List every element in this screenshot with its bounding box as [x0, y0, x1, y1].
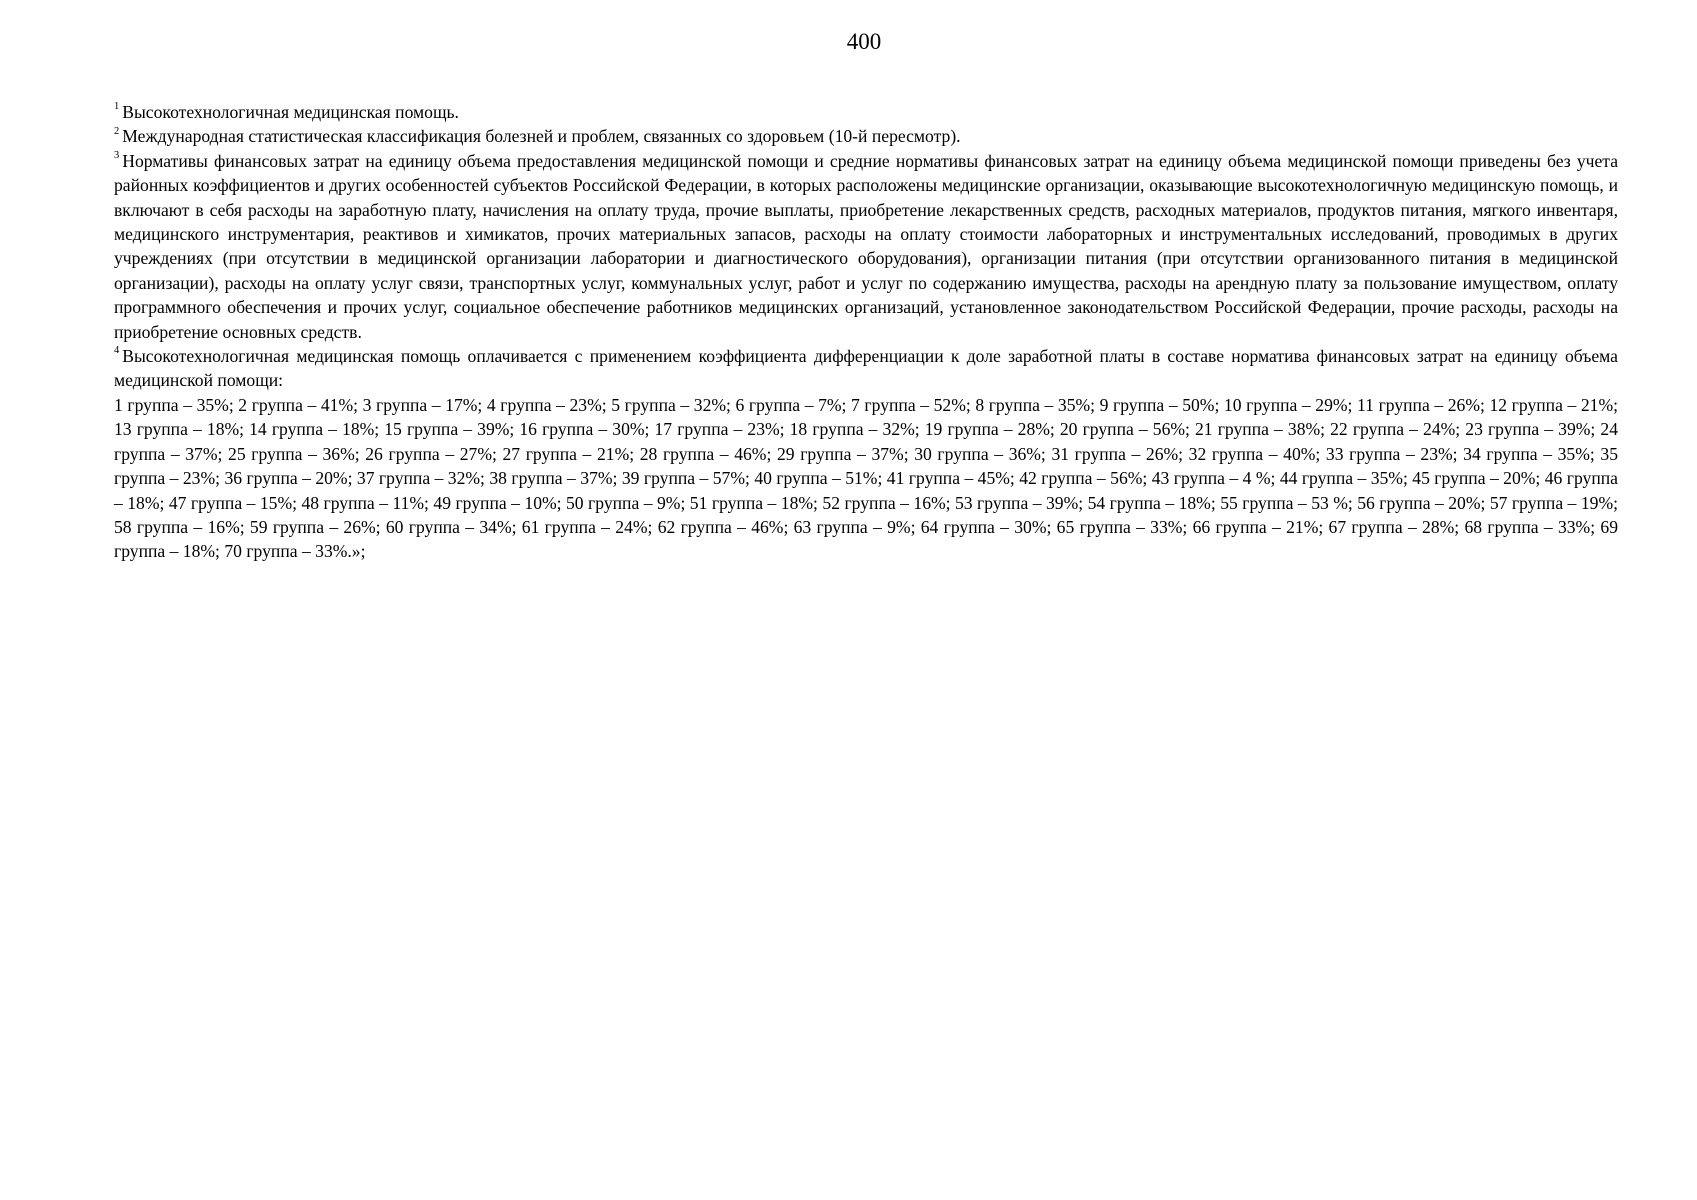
footnote-marker: 2 — [114, 125, 120, 137]
footnote-text: Высокотехнологичная медицинская помощь. — [122, 102, 459, 122]
group-coefficients-list: 1 группа – 35%; 2 группа – 41%; 3 группа – 17%; 4 группа – 23%; 5 группа – 32%; 6 группа – 7%; 7 группа – 52%; 8 группа – 35%; 9 группа – 50%; 10 группа – 29%; 11 группа – 26%; 12 группа – 21%; 13 группа – 18%; 14 группа – 18%; 15 группа – 39%; 16 группа – 30%; 17 группа – 23%; 18 группа – 32%; 19 группа – 28%; 20 группа – 56%; 21 группа – 38%; 22 группа – 24%; 23 группа – 39%; 24 группа – 37%; 25 группа – 36%; 26 группа – 27%; 27 группа – 21%; 28 группа – 46%; 29 группа – 37%; 30 группа – 36%; 31 группа – 26%; 32 группа – 40%; 33 группа – 23%; 34 группа – 35%; 35 группа – 23%; 36 группа – 20%; 37 группа – 32%; 38 группа – 37%; 39 группа – 57%; 40 группа – 51%; 41 группа – 45%; 42 группа – 56%; 43 группа – 4 %; 44 группа – 35%; 45 группа – 20%; 46 группа – 18%; 47 группа – 15%; 48 группа – 11%; 49 группа – 10%; 50 группа – 9%; 51 группа – 18%; 52 группа – 16%; 53 группа – 39%; 54 группа – 18%; 55 группа – 53 %; 56 группа – 20%; 57 группа – 19%; 58 группа – 16%; 59 группа – 26%; 60 группа – 34%; 61 группа – 24%; 62 группа – 46%; 63 группа – 9%; 64 группа – 30%; 65 группа – 33%; 66 группа – 21%; 67 группа – 28%; 68 группа – 33%; 69 группа – 18%; 70 группа – 33%.»; — [114, 394, 1618, 562]
footnote-4 — [114, 344, 1618, 393]
footnote-text: Нормативы финансовых затрат на единицу объема предоставления медицинской помощи и средние нормативы финансовых затрат на единицу объема медицинской помощи приведены без учета районных коэффициентов и других особенностей субъектов Российской Федерации, в которых расположены медицинские организации, оказывающие высокотехнологичную медицинскую помощь, и включают в себя расходы на заработную плату, начисления на оплату труда, прочие выплаты, приобретение лекарственных средств, расходных материалов, продуктов питания, мягкого инвентаря, медицинского инструментария, реактивов и химикатов, прочих материальных запасов, расходы на оплату стоимости лабораторных и инструментальных исследований, проводимых в других учреждениях (при отсутствии в медицинской организации лаборатории и диагностического оборудования), организации питания (при отсутствии организованного питания в медицинской организации), расходы на оплату услуг связи, транспортных услуг, коммунальных услуг, работ и услуг по содержанию имущества, расходы на арендную плату за пользование имуществом, оплату программного обеспечения и прочих услуг, социальное обеспечение работников медицинских организаций, установленное законодательством Российской Федерации, прочие расходы, расходы на приобретение основных средств. — [114, 150, 1618, 342]
footnote-2 — [114, 124, 1618, 148]
footnotes-block — [114, 100, 1618, 564]
footnote-1 — [114, 100, 1618, 124]
footnote-marker: 1 — [114, 101, 120, 113]
footnote-marker: 4 — [114, 345, 120, 357]
footnote-text: Высокотехнологичная медицинская помощь оплачивается с применением коэффициента дифференциации к доле заработной платы в составе норматива финансовых затрат на единицу объема медицинской помощи: — [114, 346, 1618, 391]
footnote-3 — [114, 149, 1618, 344]
page-number: 400 — [846, 29, 882, 54]
footnote-text: Международная статистическая классификация болезней и проблем, связанных со здоровьем (10-й пересмотр). — [122, 126, 961, 147]
footnote-marker: 3 — [114, 149, 120, 161]
